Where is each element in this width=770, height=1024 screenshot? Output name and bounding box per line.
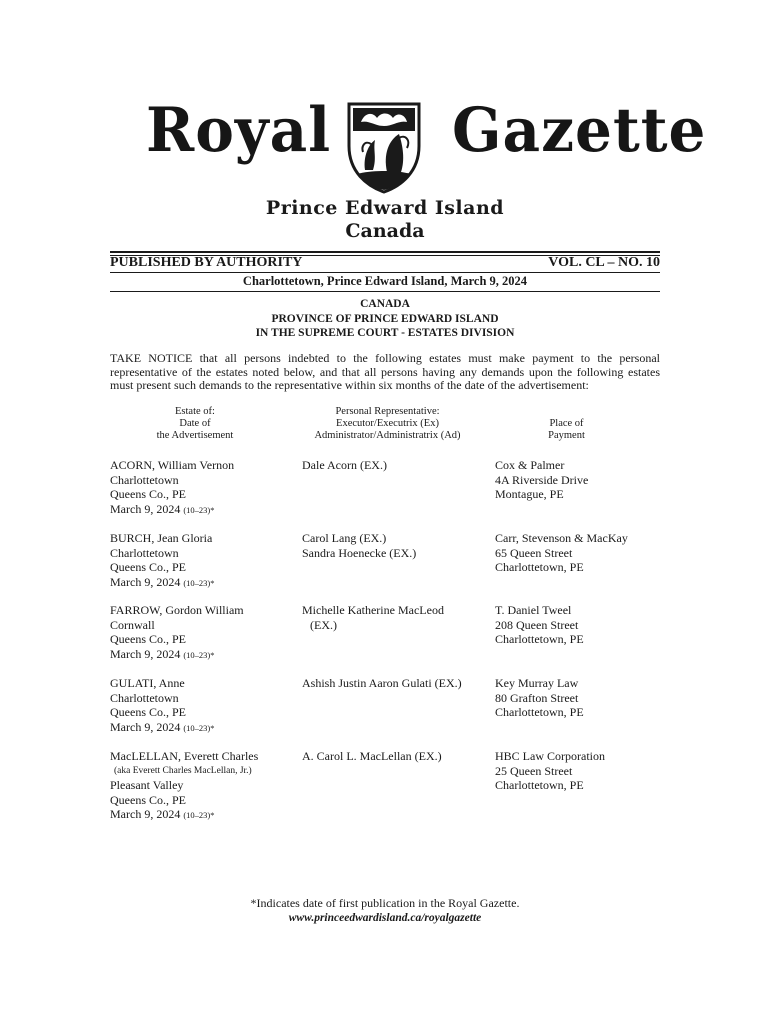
estate-date-text: March 9, 2024	[110, 807, 181, 821]
header-rule-top	[110, 251, 660, 253]
column-header-line: the Advertisement	[156, 430, 234, 441]
estate-payment-place	[495, 531, 675, 575]
payment-line: Charlottetown, PE	[495, 705, 584, 719]
estate-name: MacLELLAN, Everett Charles	[110, 749, 259, 763]
estate-date	[110, 807, 300, 823]
estate-representative	[302, 676, 492, 691]
masthead-subtitle-province: Prince Edward Island	[265, 197, 505, 219]
take-notice-paragraph: TAKE NOTICE that all persons indebted to the following estates must make payment to the personal representative of the estates noted below, and that all persons having any demands upon the following estates must present such demands to the representative within six months of the date of the advertisement:	[110, 351, 660, 392]
footer	[0, 896, 770, 926]
estate-date-text: March 9, 2024	[110, 719, 181, 734]
header-rule-bottom	[110, 291, 660, 292]
court-heading	[0, 297, 770, 341]
estate-place: Charlottetown	[110, 690, 179, 705]
column-header-line: Payment	[548, 430, 585, 441]
estate-name: ACORN, William Vernon	[110, 458, 235, 472]
estate-payment-place	[495, 749, 675, 793]
published-by-authority: PUBLISHED BY AUTHORITY	[110, 255, 303, 270]
payment-line: 25 Queen Street	[495, 763, 573, 778]
estate-date	[110, 720, 300, 736]
payment-line: 208 Queen Street	[495, 617, 579, 632]
footer-url-link[interactable]: www.princeedwardisland.ca/royalgazette	[288, 912, 482, 924]
payment-line: 4A Riverside Drive	[495, 472, 589, 487]
representative-line: A. Carol L. MacLellan (EX.)	[302, 749, 442, 763]
court-line-canada: CANADA	[360, 298, 410, 310]
estate-payment-place	[495, 676, 675, 720]
payment-line: HBC Law Corporation	[495, 749, 605, 763]
estate-representative	[302, 458, 492, 473]
payment-line: 65 Queen Street	[495, 545, 573, 560]
estate-place: Charlottetown	[110, 472, 179, 487]
column-header-estate	[110, 406, 280, 442]
payment-line: 80 Grafton Street	[495, 690, 579, 705]
estate-representative	[302, 603, 492, 632]
estate-issue-code: (10–23)*	[183, 504, 215, 515]
court-line-province: PROVINCE OF PRINCE EDWARD ISLAND	[271, 312, 499, 325]
estate-date	[110, 502, 300, 518]
estate-county: Queens Co., PE	[110, 705, 186, 719]
payment-line: Charlottetown, PE	[495, 560, 584, 574]
estate-name: BURCH, Jean Gloria	[110, 531, 213, 545]
estate-place: Pleasant Valley	[110, 778, 184, 792]
court-line-division: IN THE SUPREME COURT - ESTATES DIVISION	[255, 327, 515, 339]
estate-county: Queens Co., PE	[110, 632, 186, 646]
estate-name: GULATI, Anne	[110, 676, 185, 690]
estate-details	[110, 531, 300, 590]
estate-details	[110, 603, 300, 662]
column-header-payment	[494, 418, 639, 442]
estate-county: Queens Co., PE	[110, 792, 186, 807]
estate-details	[110, 749, 300, 823]
estate-date-text: March 9, 2024	[110, 501, 181, 516]
column-header-line: Date of	[179, 418, 211, 429]
header-rule-middle	[110, 272, 660, 273]
estate-representative	[302, 531, 492, 560]
column-header-representative	[300, 406, 475, 442]
masthead-title-gazette: Gazette	[452, 94, 707, 166]
payment-line: Cox & Palmer	[495, 458, 565, 472]
payment-line: Carr, Stevenson & MacKay	[495, 531, 628, 545]
footer-note: *Indicates date of first publication in the Royal Gazette.	[250, 896, 520, 910]
column-header-line: Estate of:	[175, 406, 215, 417]
payment-line: Montague, PE	[495, 487, 564, 501]
estate-county: Queens Co., PE	[110, 487, 186, 501]
estate-payment-place	[495, 603, 675, 647]
estate-county: Queens Co., PE	[110, 560, 186, 574]
volume-number: VOL. CL – NO. 10	[548, 255, 660, 270]
estate-name: FARROW, Gordon William	[110, 603, 244, 617]
representative-line: Sandra Hoenecke (EX.)	[302, 545, 417, 560]
estate-issue-code: (10–23)*	[183, 722, 215, 733]
masthead-subtitle-country: Canada	[345, 220, 425, 242]
column-header-line: Place of	[549, 418, 584, 429]
estate-date	[110, 575, 300, 591]
estate-place: Charlottetown	[110, 545, 179, 560]
estate-issue-code: (10–23)*	[183, 577, 215, 588]
payment-line: Key Murray Law	[495, 676, 579, 690]
estate-representative	[302, 749, 492, 764]
estate-issue-code: (10–23)*	[183, 810, 215, 820]
dateline: Charlottetown, Prince Edward Island, March 9, 2024	[242, 274, 528, 288]
representative-line: Ashish Justin Aaron Gulati (EX.)	[302, 676, 462, 690]
estate-aka: (aka Everett Charles MacLellan, Jr.)	[114, 765, 252, 776]
estate-date-text: March 9, 2024	[110, 574, 181, 589]
column-header-line: Administrator/Administratrix (Ad)	[314, 430, 461, 441]
column-header-line: Personal Representative:	[335, 406, 440, 417]
column-header-line: Executor/Executrix (Ex)	[336, 418, 439, 429]
estate-details	[110, 458, 300, 517]
payment-line: T. Daniel Tweel	[495, 603, 572, 617]
masthead-title-royal: Royal	[146, 94, 332, 166]
payment-line: Charlottetown, PE	[495, 778, 584, 792]
estate-issue-code: (10–23)*	[183, 649, 215, 660]
representative-line: Carol Lang (EX.)	[302, 531, 387, 545]
estate-payment-place	[495, 458, 675, 502]
estate-place: Cornwall	[110, 617, 155, 632]
representative-line: Michelle Katherine MacLeod	[302, 603, 444, 617]
masthead	[0, 96, 770, 196]
estate-details	[110, 676, 300, 735]
payment-line: Charlottetown, PE	[495, 632, 584, 646]
estate-date-text: March 9, 2024	[110, 646, 181, 661]
coat-of-arms-icon	[343, 100, 425, 194]
representative-line: Dale Acorn (EX.)	[302, 458, 387, 472]
representative-line: (EX.)	[310, 617, 337, 632]
estate-date	[110, 647, 300, 663]
